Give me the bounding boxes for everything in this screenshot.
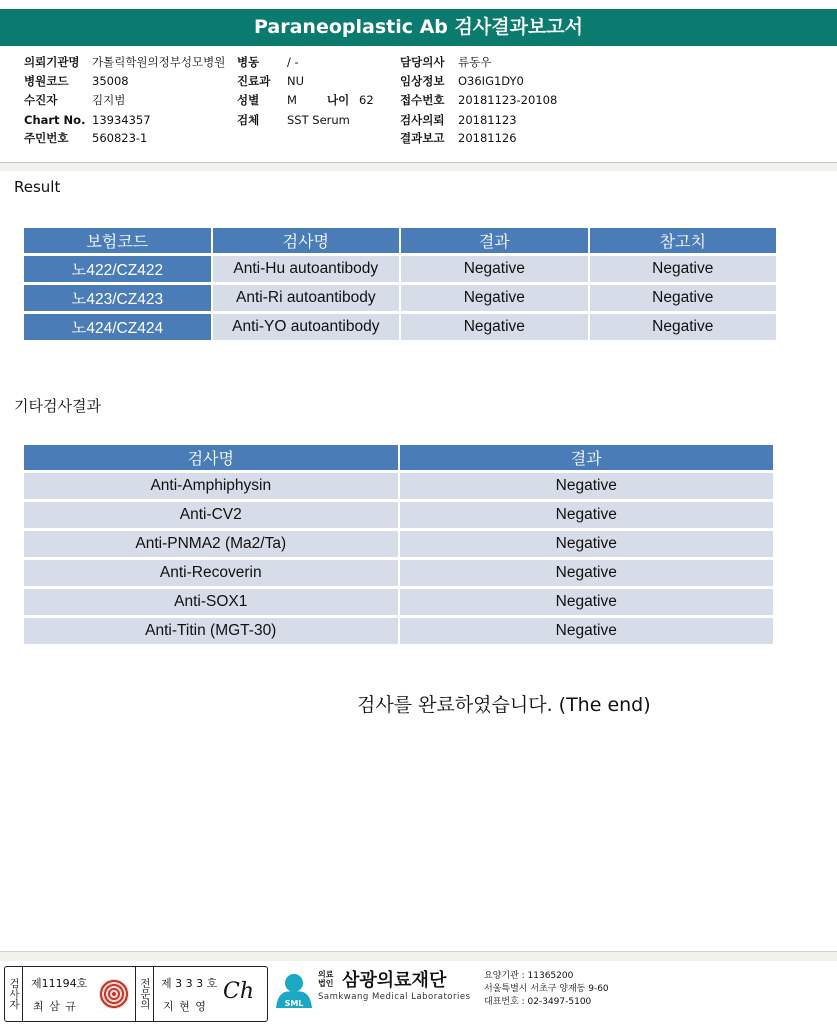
physician-label: 담당의사 xyxy=(400,55,445,69)
contact-address: 서울특별시 서초구 양재동 9-60 xyxy=(484,984,609,994)
ward-row xyxy=(237,53,299,72)
report-title: Paraneoplastic Ab 검사결과보고서 xyxy=(0,9,837,46)
contact-code: 요양기관 : 11365200 xyxy=(484,971,574,981)
insurance-code-cell: 노422/CZ422 xyxy=(24,253,211,282)
table-row xyxy=(24,586,773,615)
official-seal-icon xyxy=(99,979,129,1009)
resident-no-label: 주민번호 xyxy=(24,131,69,145)
request-date-label: 검사의뢰 xyxy=(400,113,445,127)
tester-license: 제11194호 xyxy=(31,977,88,990)
logo-text: SML xyxy=(284,999,304,1008)
end-message: 검사를 완료하였습니다. (The end) xyxy=(357,694,651,716)
other-results-table xyxy=(22,445,775,644)
result-cell: Negative xyxy=(400,470,773,499)
column-header: 참고치 xyxy=(590,228,776,253)
test-name-cell: Anti-Hu autoantibody xyxy=(213,253,400,282)
patient-label: 수진자 xyxy=(24,93,58,107)
ward-value: / - xyxy=(287,55,299,69)
specimen-value: SST Serum xyxy=(287,113,350,127)
age-value: 62 xyxy=(359,93,374,107)
institution-value: 가톨릭학원의정부성모병원 xyxy=(92,55,226,69)
organization-block xyxy=(318,966,471,1002)
resident-no-row xyxy=(24,129,147,148)
receipt-no-row xyxy=(400,91,557,110)
contact-info xyxy=(484,970,609,1009)
hospital-code-value: 35008 xyxy=(92,74,129,88)
tester-name: 최 삼 규 xyxy=(33,1000,77,1013)
resident-no-value: 560823-1 xyxy=(92,131,148,145)
hospital-code-label: 병원코드 xyxy=(24,74,69,88)
test-name-cell: Anti-Titin (MGT-30) xyxy=(24,615,398,644)
result-cell: Negative xyxy=(400,528,773,557)
table-row xyxy=(24,615,773,644)
report-date-row xyxy=(400,129,517,148)
reference-cell: Negative xyxy=(590,311,776,340)
physician-row xyxy=(400,53,491,72)
test-name-cell: Anti-SOX1 xyxy=(24,586,398,615)
org-legal: 의료 법인 xyxy=(318,970,334,988)
reviewer-label: 전문의 xyxy=(135,967,154,1021)
test-name-cell: Anti-YO autoantibody xyxy=(213,311,400,340)
receipt-no-value: 20181123-20108 xyxy=(458,93,558,107)
report-date-label: 결과보고 xyxy=(400,131,445,145)
table-row xyxy=(24,253,776,282)
clinical-info-value: O36IG1DY0 xyxy=(458,74,524,88)
department-label: 진료과 xyxy=(237,74,271,88)
clinical-info-row xyxy=(400,72,524,91)
institution-label: 의뢰기관명 xyxy=(24,55,80,69)
other-section-title: 기타검사결과 xyxy=(14,397,101,415)
sml-logo-icon xyxy=(272,968,316,1014)
table-row xyxy=(24,470,773,499)
hospital-code-row xyxy=(24,72,129,91)
test-name-cell: Anti-Recoverin xyxy=(24,557,398,586)
chart-no-label: Chart No. xyxy=(24,113,86,127)
reference-cell: Negative xyxy=(590,253,776,282)
result-cell: Negative xyxy=(401,253,587,282)
sex-age-row xyxy=(237,91,374,110)
insurance-code-cell: 노424/CZ424 xyxy=(24,311,211,340)
sex-label: 성별 xyxy=(237,93,260,107)
reviewer-signature: Ch xyxy=(223,979,255,1004)
reviewer-name: 지 현 영 xyxy=(163,1000,207,1013)
report-date-value: 20181126 xyxy=(458,131,517,145)
org-name: 삼광의료재단 xyxy=(342,970,447,991)
request-date-row xyxy=(400,111,517,130)
result-cell: Negative xyxy=(401,282,587,311)
department-row xyxy=(237,72,304,91)
table-row xyxy=(24,282,776,311)
patient-value: 김지범 xyxy=(92,93,126,107)
ward-label: 병동 xyxy=(237,55,260,69)
test-name-cell: Anti-PNMA2 (Ma2/Ta) xyxy=(24,528,398,557)
institution-row xyxy=(24,53,225,72)
result-table-header xyxy=(24,228,776,253)
column-header: 결과 xyxy=(401,228,587,253)
chart-no-row xyxy=(24,111,151,130)
result-cell: Negative xyxy=(400,586,773,615)
patient-row xyxy=(24,91,125,110)
chart-no-value: 13934357 xyxy=(92,113,151,127)
request-date-value: 20181123 xyxy=(458,113,517,127)
contact-phone: 대표번호 : 02-3497-5100 xyxy=(484,997,592,1007)
result-cell: Negative xyxy=(400,499,773,528)
result-cell: Negative xyxy=(401,311,587,340)
specimen-row xyxy=(237,111,350,130)
reviewer-license: 제 3 3 3 호 xyxy=(161,977,218,990)
physician-value: 류동우 xyxy=(458,55,492,69)
footer-divider xyxy=(0,951,837,961)
result-section-title: Result xyxy=(14,178,61,196)
signature-box xyxy=(4,966,268,1022)
test-name-cell: Anti-CV2 xyxy=(24,499,398,528)
column-header: 결과 xyxy=(400,445,773,470)
column-header: 보험코드 xyxy=(24,228,211,253)
result-cell: Negative xyxy=(400,615,773,644)
reference-cell: Negative xyxy=(590,282,776,311)
org-english: Samkwang Medical Laboratories xyxy=(318,992,471,1002)
test-name-cell: Anti-Amphiphysin xyxy=(24,470,398,499)
clinical-info-label: 임상정보 xyxy=(400,74,445,88)
table-row xyxy=(24,528,773,557)
age-label: 나이 xyxy=(327,93,350,107)
column-header: 검사명 xyxy=(213,228,400,253)
test-name-cell: Anti-Ri autoantibody xyxy=(213,282,400,311)
table-row xyxy=(24,557,773,586)
insurance-code-cell: 노423/CZ423 xyxy=(24,282,211,311)
header-divider xyxy=(0,162,837,171)
tester-label: 검사자 xyxy=(5,967,23,1021)
other-table-header xyxy=(24,445,773,470)
table-row xyxy=(24,311,776,340)
table-row xyxy=(24,499,773,528)
result-cell: Negative xyxy=(400,557,773,586)
specimen-label: 검체 xyxy=(237,113,260,127)
sex-value: M xyxy=(287,93,297,107)
department-value: NU xyxy=(287,74,305,88)
result-table xyxy=(22,228,778,340)
receipt-no-label: 접수번호 xyxy=(400,93,445,107)
column-header: 검사명 xyxy=(24,445,398,470)
